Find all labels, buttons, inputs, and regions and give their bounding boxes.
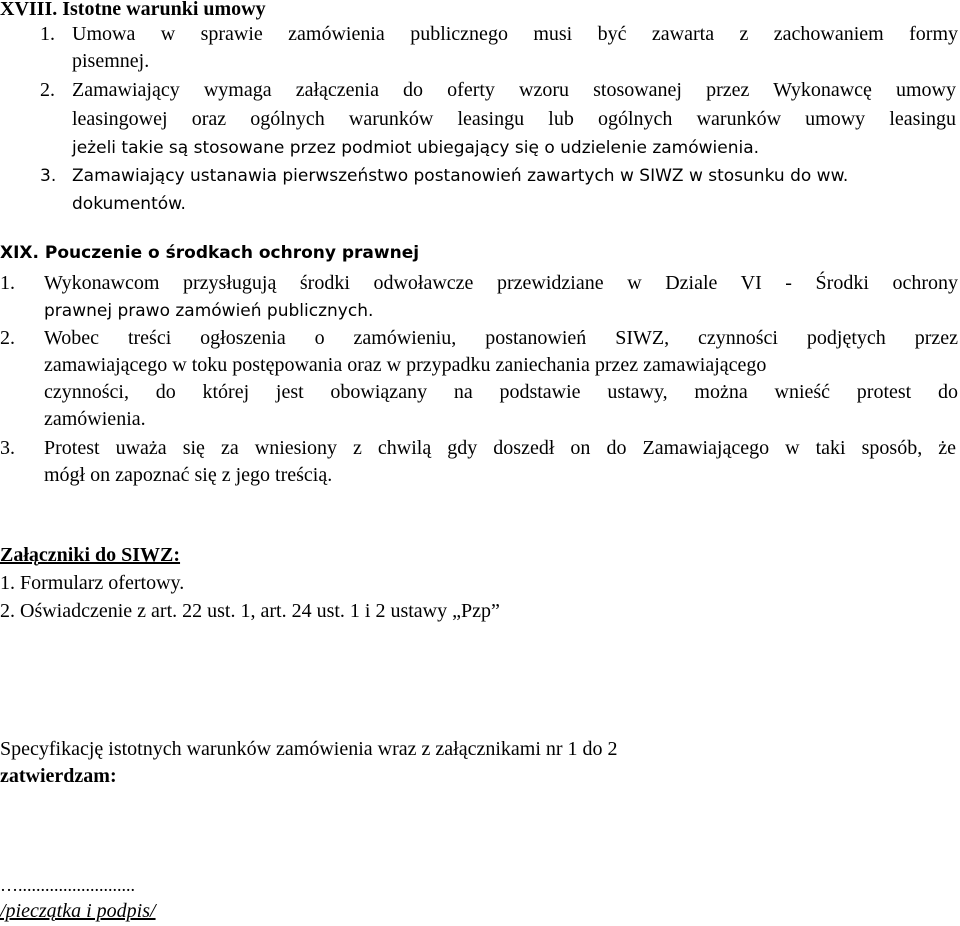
signature-label: /pieczątka i podpis/: [0, 900, 156, 922]
item-number: 1.: [0, 272, 15, 294]
approval-text: Specyfikację istotnych warunków zamówienia wraz z załącznikami nr 1 do 2: [0, 738, 618, 760]
section-heading-18: XVIII. Istotne warunki umowy: [0, 0, 266, 20]
item-text: Wykonawcom przysługują środki odwoławcze przewidziane w Dziale VI - Środki ochrony: [44, 272, 958, 294]
item-text: zamawiającego w toku postępowania oraz w przypadku zaniechania przez zamawiającego: [44, 354, 767, 376]
item-number: 2.: [40, 79, 55, 101]
item-text: Zamawiający wymaga załączenia do oferty wzoru stosowanej przez Wykonawcę umowy: [72, 79, 956, 101]
item-number: 1.: [40, 23, 55, 45]
list-item: [0, 325, 958, 352]
section-heading-19: XIX. Pouczenie o środkach ochrony prawnej: [0, 243, 420, 263]
item-number: 2.: [0, 327, 15, 349]
list-item-continuation: [44, 379, 958, 406]
list-item: [0, 435, 956, 462]
item-text: jeżeli takie są stosowane przez podmiot ubiegający się o udzielenie zamówienia.: [72, 138, 760, 158]
item-text: zamówienia.: [44, 408, 146, 430]
item-text: mógł on zapoznać się z jego treścią.: [44, 464, 333, 486]
item-text: Zamawiający ustanawia pierwszeństwo postanowień zawartych w SIWZ w stosunku do ww.: [72, 166, 849, 186]
list-item-continuation: [72, 106, 956, 133]
attachment-item: 1. Formularz ofertowy.: [0, 572, 185, 594]
item-number: 3.: [0, 437, 15, 459]
item-text: prawnej prawo zamówień publicznych.: [44, 301, 374, 321]
item-text: pisemnej.: [72, 50, 150, 72]
item-text: Umowa w sprawie zamówienia publicznego musi być zawarta z zachowaniem formy: [72, 23, 958, 45]
attachment-item: 2. Oświadczenie z art. 22 ust. 1, art. 24 ust. 1 i 2 ustawy „Pzp”: [0, 600, 500, 622]
list-item: [40, 21, 958, 48]
list-item: [0, 270, 958, 297]
item-text: Protest uważa się za wniesiony z chwilą gdy doszedł on do Zamawiającego w taki sposób, że: [44, 437, 956, 459]
attachments-heading: Załączniki do SIWZ:: [0, 544, 181, 566]
item-text: Wobec treści ogłoszenia o zamówieniu, postanowień SIWZ, czynności podjętych przez: [44, 327, 958, 349]
approval-confirm: zatwierdzam:: [0, 765, 117, 787]
item-text: leasingowej oraz ogólnych warunków leasingu lub ogólnych warunków umowy leasingu: [72, 108, 956, 130]
list-item: [40, 77, 956, 104]
item-text: dokumentów.: [72, 194, 186, 214]
signature-dots: …..........................: [0, 875, 135, 895]
item-number: 3.: [40, 166, 57, 186]
item-text: czynności, do której jest obowiązany na podstawie ustawy, można wnieść protest do: [44, 381, 958, 403]
